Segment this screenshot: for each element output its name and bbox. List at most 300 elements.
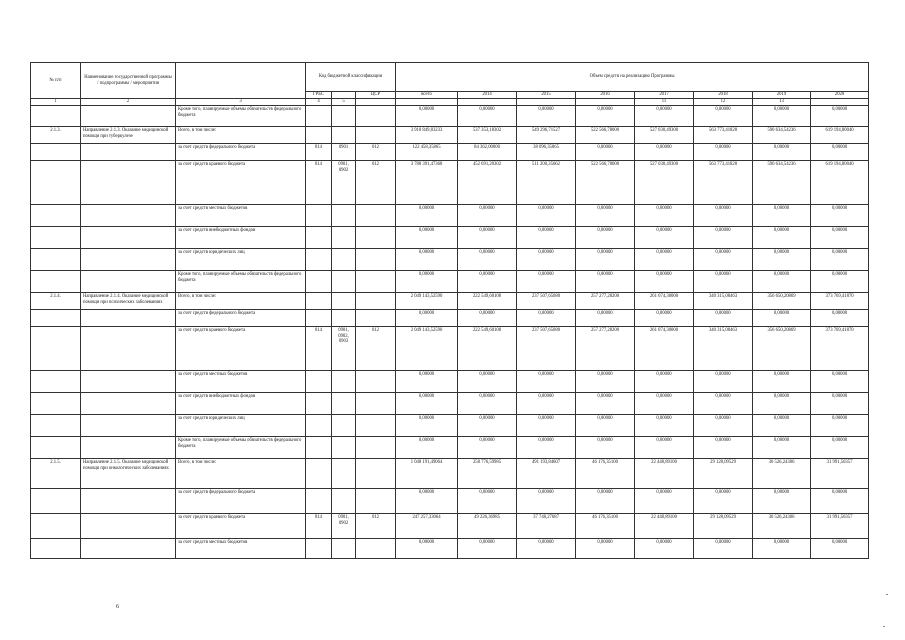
row-total-value: 0,00000: [396, 249, 458, 271]
row-year-value: 0,00000: [811, 310, 869, 327]
row-year-value: 0,00000: [753, 144, 811, 161]
row-grbs: [306, 489, 332, 514]
row-year-value: 258 776,59985: [458, 459, 517, 489]
table-row: [31, 327, 869, 371]
row-grbs: [306, 371, 332, 393]
header-grbs: ГРБС: [306, 92, 332, 99]
row-year-value: 0,00000: [694, 205, 753, 227]
row-grbs: [306, 459, 332, 489]
header-row-colnums: [31, 99, 869, 106]
header-row-main: [31, 63, 869, 92]
row-name: [81, 205, 176, 227]
row-year-value: 29 128,09529: [694, 514, 753, 539]
colnum: 13: [753, 99, 811, 106]
row-year-value: 522 566,78000: [576, 127, 635, 144]
row-year-value: 22 448,89100: [635, 459, 694, 489]
row-year-value: 0,00000: [458, 539, 517, 559]
row-grbs: 814: [306, 514, 332, 539]
row-year-value: 0,00000: [753, 539, 811, 559]
row-total-value: 3 788 391,47368: [396, 161, 458, 205]
row-number: [31, 415, 81, 437]
table-row: [31, 144, 869, 161]
header-total: всего: [396, 92, 458, 99]
row-year-value: 0,00000: [517, 310, 576, 327]
row-year-value: 522 566,78000: [576, 161, 635, 205]
row-year-value: 0,00000: [458, 205, 517, 227]
row-source: за счет средств местных бюджетов: [176, 371, 306, 393]
header-year: 2014: [458, 92, 517, 99]
header-blank: [176, 63, 306, 99]
row-grbs: [306, 271, 332, 293]
row-year-value: 0,00000: [635, 249, 694, 271]
row-ekr: [332, 271, 356, 293]
row-number: 2.1.3.: [31, 127, 81, 144]
page-number: 6: [116, 604, 119, 610]
row-year-value: 0,00000: [694, 489, 753, 514]
row-year-value: 373 769,41870: [811, 293, 869, 310]
row-year-value: 0,00000: [753, 489, 811, 514]
row-year-value: 0,00000: [458, 393, 517, 415]
row-name: [81, 415, 176, 437]
row-total-value: 0,00000: [396, 205, 458, 227]
row-total-value: 0,00000: [396, 539, 458, 559]
row-number: [31, 514, 81, 539]
row-csr: [356, 127, 396, 144]
row-name: [81, 106, 176, 127]
header-year: 2018: [694, 92, 753, 99]
row-number: [31, 327, 81, 371]
row-source: Кроме того, планируемые объемы обязательств федерального бюджета: [176, 106, 306, 127]
row-year-value: 0,00000: [753, 437, 811, 459]
colnum: [396, 99, 458, 106]
row-total-value: 0,00000: [396, 227, 458, 249]
row-year-value: 257 277,28200: [576, 327, 635, 371]
row-source: за счет средств внебюджетных фондов: [176, 227, 306, 249]
row-year-value: 0,00000: [517, 205, 576, 227]
row-ekr: [332, 293, 356, 310]
row-csr: [356, 459, 396, 489]
row-year-value: 0,00000: [753, 393, 811, 415]
row-name: [81, 271, 176, 293]
row-year-value: 527 030,49300: [635, 127, 694, 144]
row-name: [81, 249, 176, 271]
row-year-value: 0,00000: [694, 310, 753, 327]
row-ekr: [332, 437, 356, 459]
row-year-value: 0,00000: [635, 393, 694, 415]
row-total-value: 3 910 849,83233: [396, 127, 458, 144]
row-year-value: 0,00000: [635, 227, 694, 249]
row-year-value: 257 277,28200: [576, 293, 635, 310]
row-name: [81, 393, 176, 415]
row-grbs: [306, 415, 332, 437]
row-year-value: 0,00000: [694, 415, 753, 437]
row-year-value: 30 526,24306: [753, 514, 811, 539]
table-row: [31, 293, 869, 310]
header-ekr: [332, 92, 356, 99]
row-ekr: 0901, 0902, 0903: [332, 327, 356, 371]
row-year-value: 237 507,65080: [517, 293, 576, 310]
row-year-value: 84 362,00000: [458, 144, 517, 161]
row-ekr: [332, 489, 356, 514]
row-year-value: 0,00000: [753, 371, 811, 393]
row-csr: 012: [356, 144, 396, 161]
row-year-value: 0,00000: [811, 415, 869, 437]
row-name: Направление 2.1.5. Оказание медицинской помощи при онкологических заболеваниях: [81, 459, 176, 489]
row-year-value: 0,00000: [458, 249, 517, 271]
row-number: [31, 144, 81, 161]
row-year-value: 537 353,18302: [458, 127, 517, 144]
colnum: 1: [31, 99, 81, 106]
row-year-value: 0,00000: [517, 415, 576, 437]
row-year-value: 0,00000: [458, 106, 517, 127]
row-total-value: 0,00000: [396, 415, 458, 437]
row-year-value: 491 193,84607: [517, 459, 576, 489]
row-number: [31, 539, 81, 559]
row-year-value: 0,00000: [576, 144, 635, 161]
row-grbs: [306, 205, 332, 227]
row-name: [81, 310, 176, 327]
table-row: [31, 161, 869, 205]
row-year-value: 0,00000: [576, 310, 635, 327]
row-year-value: 0,00000: [517, 271, 576, 293]
table-row: [31, 371, 869, 393]
row-year-value: 527 030,49300: [635, 161, 694, 205]
row-year-value: 0,00000: [635, 106, 694, 127]
row-name: [81, 371, 176, 393]
row-year-value: 0,00000: [458, 415, 517, 437]
row-year-value: 0,00000: [811, 371, 869, 393]
row-year-value: 0,00000: [694, 539, 753, 559]
row-source: за счет средств юридических лиц: [176, 415, 306, 437]
row-year-value: 0,00000: [458, 489, 517, 514]
row-ekr: [332, 310, 356, 327]
row-source: за счет средств федерального бюджета: [176, 489, 306, 514]
row-ekr: [332, 227, 356, 249]
colnum: 3: [176, 99, 306, 106]
row-csr: 012: [356, 327, 396, 371]
row-csr: [356, 227, 396, 249]
row-year-value: 0,00000: [811, 144, 869, 161]
row-year-value: 0,00000: [517, 393, 576, 415]
row-year-value: 261 074,30000: [635, 293, 694, 310]
row-total-value: 122 458,35865: [396, 144, 458, 161]
row-number: [31, 489, 81, 514]
row-source: Всего, в том числе:: [176, 127, 306, 144]
row-year-value: 0,00000: [811, 393, 869, 415]
row-total-value: 0,00000: [396, 393, 458, 415]
row-year-value: 0,00000: [458, 437, 517, 459]
row-number: [31, 310, 81, 327]
budget-table: [30, 62, 869, 559]
table-row: [31, 437, 869, 459]
row-year-value: 452 691,20302: [458, 161, 517, 205]
row-number: [31, 371, 81, 393]
row-year-value: 0,00000: [517, 437, 576, 459]
row-year-value: 619 194,80040: [811, 161, 869, 205]
row-year-value: 46 176,35100: [576, 459, 635, 489]
header-budget-code: Код бюджетной классификации: [306, 63, 396, 92]
row-csr: [356, 393, 396, 415]
row-year-value: 563 773,41828: [694, 161, 753, 205]
row-source: за счет средств юридических лиц: [176, 249, 306, 271]
header-year: 2015: [517, 92, 576, 99]
row-name: Направление 2.1.4. Оказание медицинской помощи при психических заболеваниях: [81, 293, 176, 310]
row-year-value: 0,00000: [576, 205, 635, 227]
row-number: [31, 205, 81, 227]
row-number: [31, 393, 81, 415]
row-number: [31, 161, 81, 205]
row-name: [81, 514, 176, 539]
row-source: за счет средств федерального бюджета: [176, 310, 306, 327]
row-year-value: 0,00000: [694, 393, 753, 415]
row-source: за счет средств федерального бюджета: [176, 144, 306, 161]
row-year-value: 0,00000: [635, 271, 694, 293]
row-year-value: 0,00000: [694, 249, 753, 271]
row-year-value: 549 296,71527: [517, 127, 576, 144]
row-total-value: 1 048 191,49064: [396, 459, 458, 489]
row-ekr: [332, 371, 356, 393]
header-num: № п/п: [31, 63, 81, 99]
header-year: 2019: [753, 92, 811, 99]
row-year-value: 0,00000: [694, 371, 753, 393]
row-year-value: 0,00000: [458, 271, 517, 293]
row-year-value: 0,00000: [576, 489, 635, 514]
row-name: [81, 489, 176, 514]
row-year-value: 0,00000: [753, 227, 811, 249]
row-year-value: 0,00000: [811, 271, 869, 293]
colnum: 2: [81, 99, 176, 106]
row-year-value: 511 200,35662: [517, 161, 576, 205]
row-year-value: 590 634,54236: [753, 127, 811, 144]
row-csr: [356, 310, 396, 327]
row-source: Кроме того, планируемые объемы обязательств федерального бюджета: [176, 271, 306, 293]
row-year-value: 0,00000: [576, 539, 635, 559]
row-number: [31, 249, 81, 271]
row-year-value: 0,00000: [811, 539, 869, 559]
row-name: [81, 437, 176, 459]
row-year-value: 0,00000: [635, 205, 694, 227]
row-year-value: 0,00000: [458, 310, 517, 327]
row-ekr: [332, 205, 356, 227]
row-year-value: 0,00000: [576, 437, 635, 459]
row-csr: [356, 371, 396, 393]
row-source: Кроме того, планируемые объемы обязательств федерального бюджета: [176, 437, 306, 459]
row-csr: [356, 106, 396, 127]
row-grbs: [306, 393, 332, 415]
row-year-value: 590 634,54236: [753, 161, 811, 205]
row-year-value: 0,00000: [694, 106, 753, 127]
row-year-value: 0,00000: [635, 310, 694, 327]
header-year: 2020: [811, 92, 869, 99]
row-grbs: 814: [306, 161, 332, 205]
row-csr: 012: [356, 514, 396, 539]
row-year-value: 0,00000: [635, 371, 694, 393]
row-total-value: 0,00000: [396, 371, 458, 393]
row-year-value: 0,00000: [517, 489, 576, 514]
row-year-value: 0,00000: [811, 205, 869, 227]
row-ekr: [332, 459, 356, 489]
scan-speck: [883, 626, 885, 627]
row-name: [81, 327, 176, 371]
header-year: 2017: [635, 92, 694, 99]
row-total-value: 0,00000: [396, 106, 458, 127]
row-year-value: 0,00000: [753, 310, 811, 327]
colnum: [356, 99, 396, 106]
row-name: [81, 539, 176, 559]
row-year-value: 0,00000: [753, 271, 811, 293]
row-grbs: 814: [306, 327, 332, 371]
row-year-value: 0,00000: [517, 249, 576, 271]
row-year-value: 0,00000: [694, 144, 753, 161]
row-year-value: 38 096,35865: [517, 144, 576, 161]
row-csr: [356, 539, 396, 559]
row-total-value: 0,00000: [396, 271, 458, 293]
table-row: [31, 459, 869, 489]
table-row: [31, 310, 869, 327]
row-ekr: [332, 393, 356, 415]
row-year-value: 0,00000: [811, 249, 869, 271]
colnum: 5: [332, 99, 356, 106]
header-csr: ЦСР: [356, 92, 396, 99]
row-grbs: [306, 437, 332, 459]
row-year-value: 261 074,30000: [635, 327, 694, 371]
row-year-value: 0,00000: [576, 271, 635, 293]
row-total-value: 0,00000: [396, 489, 458, 514]
row-grbs: 814: [306, 144, 332, 161]
row-year-value: 356 650,20869: [753, 327, 811, 371]
row-year-value: 0,00000: [635, 415, 694, 437]
row-grbs: [306, 127, 332, 144]
row-number: [31, 227, 81, 249]
table-row: [31, 205, 869, 227]
row-year-value: 0,00000: [811, 106, 869, 127]
row-name: [81, 161, 176, 205]
row-csr: [356, 293, 396, 310]
row-year-value: 340 315,08463: [694, 293, 753, 310]
row-csr: [356, 415, 396, 437]
table-row: [31, 514, 869, 539]
row-year-value: 0,00000: [753, 205, 811, 227]
row-csr: [356, 489, 396, 514]
row-source: за счет средств краевого бюджета: [176, 327, 306, 371]
colnum: 11: [635, 99, 694, 106]
row-number: [31, 271, 81, 293]
row-year-value: 49 226,36985: [458, 514, 517, 539]
row-number: [31, 437, 81, 459]
row-year-value: 31 991,50357: [811, 459, 869, 489]
row-year-value: 0,00000: [517, 371, 576, 393]
row-grbs: [306, 293, 332, 310]
row-grbs: [306, 106, 332, 127]
row-source: за счет средств краевого бюджета: [176, 161, 306, 205]
row-year-value: 46 176,35100: [576, 514, 635, 539]
row-year-value: 373 769,41870: [811, 327, 869, 371]
table-row: [31, 106, 869, 127]
row-name: Направление 2.1.3. Оказание медицинской помощи при туберкулезе: [81, 127, 176, 144]
row-year-value: 340 315,08463: [694, 327, 753, 371]
row-ekr: [332, 106, 356, 127]
row-year-value: 0,00000: [576, 106, 635, 127]
row-year-value: 0,00000: [517, 539, 576, 559]
row-total-value: 2 049 143,52590: [396, 327, 458, 371]
row-year-value: 0,00000: [635, 144, 694, 161]
row-year-value: 29 128,09529: [694, 459, 753, 489]
row-year-value: 0,00000: [517, 227, 576, 249]
row-year-value: 0,00000: [635, 539, 694, 559]
row-total-value: 247 257,33064: [396, 514, 458, 539]
row-year-value: 619 194,80040: [811, 127, 869, 144]
row-year-value: 0,00000: [811, 227, 869, 249]
row-year-value: 37 748,27687: [517, 514, 576, 539]
row-year-value: 0,00000: [694, 437, 753, 459]
row-name: [81, 144, 176, 161]
row-grbs: [306, 249, 332, 271]
row-year-value: 31 991,50357: [811, 514, 869, 539]
row-total-value: 2 049 143,52590: [396, 293, 458, 310]
row-number: 2.1.5.: [31, 459, 81, 489]
row-year-value: 30 526,24306: [753, 459, 811, 489]
row-year-value: 0,00000: [635, 437, 694, 459]
row-total-value: 0,00000: [396, 437, 458, 459]
table-row: [31, 271, 869, 293]
row-year-value: 222 549,60108: [458, 327, 517, 371]
row-csr: [356, 249, 396, 271]
header-year: 2016: [576, 92, 635, 99]
table-row: [31, 127, 869, 144]
row-year-value: 0,00000: [694, 271, 753, 293]
row-ekr: 0901, 0902: [332, 161, 356, 205]
row-year-value: 0,00000: [753, 106, 811, 127]
table-row: [31, 539, 869, 559]
row-csr: 012: [356, 161, 396, 205]
row-year-value: 22 448,89100: [635, 514, 694, 539]
row-csr: [356, 271, 396, 293]
row-grbs: [306, 310, 332, 327]
scan-speck: [886, 594, 888, 595]
row-year-value: 0,00000: [576, 371, 635, 393]
row-year-value: 237 507,65080: [517, 327, 576, 371]
header-name: Наименование государственной программы / подпрограммы / мероприятия: [81, 63, 176, 99]
row-grbs: [306, 539, 332, 559]
row-year-value: 0,00000: [576, 227, 635, 249]
row-number: [31, 106, 81, 127]
row-source: за счет средств краевого бюджета: [176, 514, 306, 539]
colnum: 4: [306, 99, 332, 106]
colnum: [811, 99, 869, 106]
row-year-value: 0,00000: [811, 437, 869, 459]
header-volume: Объем средств на реализацию Программы: [396, 63, 869, 92]
row-ekr: [332, 127, 356, 144]
row-ekr: [332, 415, 356, 437]
row-year-value: 222 549,60108: [458, 293, 517, 310]
row-total-value: 0,00000: [396, 310, 458, 327]
row-name: [81, 227, 176, 249]
row-year-value: 0,00000: [694, 227, 753, 249]
row-ekr: [332, 249, 356, 271]
row-source: Всего, в том числе:: [176, 293, 306, 310]
row-year-value: 0,00000: [517, 106, 576, 127]
row-year-value: 0,00000: [458, 227, 517, 249]
table-row: [31, 249, 869, 271]
row-csr: [356, 205, 396, 227]
table-row: [31, 393, 869, 415]
colnum: [576, 99, 635, 106]
row-year-value: 0,00000: [458, 371, 517, 393]
table-row: [31, 227, 869, 249]
row-year-value: 0,00000: [576, 249, 635, 271]
row-grbs: [306, 227, 332, 249]
row-year-value: 0,00000: [576, 393, 635, 415]
